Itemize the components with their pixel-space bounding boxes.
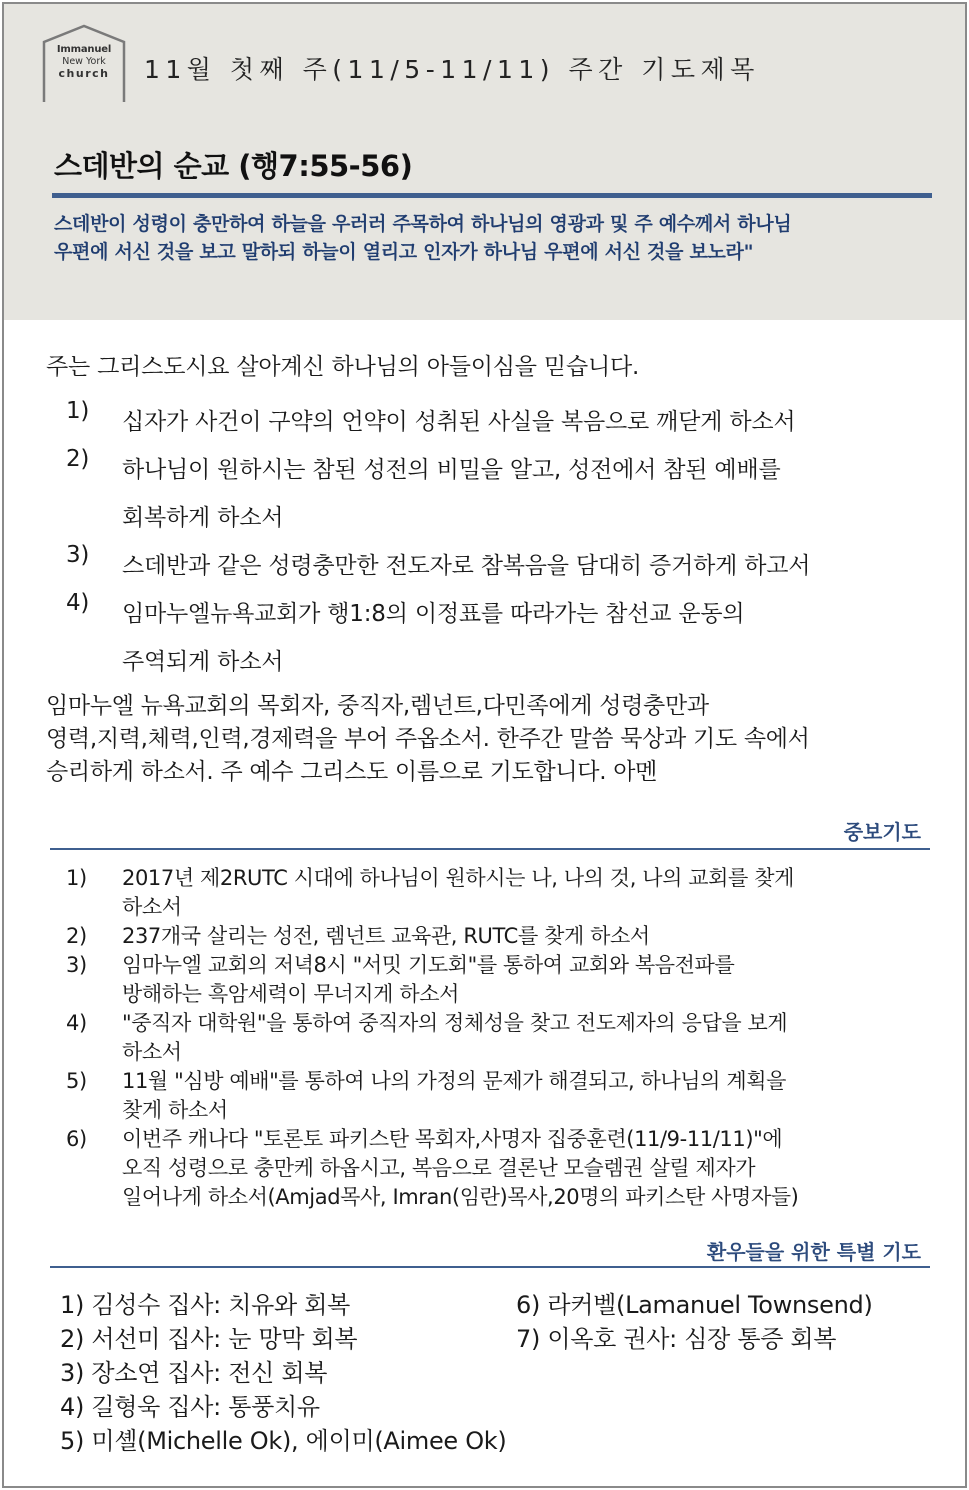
list-item: [66, 1067, 946, 1125]
verse-line: 스데반이 성령이 충만하여 하늘을 우러러 주목하여 하나님의 영광과 및 주 예수께서 하나님: [54, 213, 792, 235]
item-number: 3): [66, 953, 87, 977]
verse-line: 우편에 서신 것을 보고 말하되 하늘이 열리고 인자가 하나님 우편에 서신 것을 보노라": [54, 241, 754, 263]
logo-line-3: church: [58, 67, 110, 80]
church-logo: [42, 24, 126, 102]
week-title: 11월 첫째 주(11/5-11/11) 주간 기도제목: [144, 55, 760, 84]
item-text: 하나님이 원하시는 참된 성전의 비밀을 알고, 성전에서 참된 예배를: [122, 457, 781, 483]
item-number: 2): [66, 446, 90, 472]
logo-line-1: Immanuel: [56, 44, 112, 55]
item-text: 찾게 하소서: [122, 1098, 228, 1122]
closing-prayer: [46, 690, 946, 789]
item-text: 11월 "심방 예배"를 통하여 나의 가정의 문제가 해결되고, 하나님의 계획을: [122, 1069, 786, 1093]
closing-line: 승리하게 하소서. 주 예수 그리스도 이름으로 기도합니다. 아멘: [46, 759, 658, 785]
item-text: 임마누엘뉴욕교회가 행1:8의 이정표를 따라가는 참선교 운동의: [122, 601, 745, 627]
list-item: [66, 951, 946, 1009]
logo-line-2: New York: [62, 56, 106, 67]
list-item: [66, 864, 946, 922]
header: [4, 4, 965, 320]
list-item: 1) 김성수 집사: 치유와 회복: [60, 1291, 350, 1319]
scripture-verse: [54, 210, 924, 266]
patients-heading: 환우들을 위한 특별 기도: [706, 1240, 921, 1264]
sermon-title: 스데반의 순교 (행7:55-56): [54, 149, 413, 183]
item-text: 2017년 제2RUTC 시대에 하나님이 원하시는 나, 나의 것, 나의 교회를 찾게: [122, 866, 794, 890]
prayer-list: [66, 398, 946, 686]
list-item: 5) 미셸(Michelle Ok), 에이미(Aimee Ok): [60, 1427, 507, 1455]
item-number: 1): [66, 866, 87, 890]
item-text: 하소서: [122, 1040, 182, 1064]
list-item: 4) 길형욱 집사: 통풍치유: [60, 1393, 320, 1421]
closing-line: 임마누엘 뉴욕교회의 목회자, 중직자,렘넌트,다민족에게 성령충만과: [46, 693, 709, 719]
item-text: 주역되게 하소서: [122, 649, 284, 675]
list-item: 6) 라커벨(Lamanuel Townsend): [516, 1291, 873, 1319]
item-text: 십자가 사건이 구약의 언약이 성취된 사실을 복음으로 깨닫게 하소서: [122, 409, 796, 435]
list-item: [66, 398, 946, 446]
item-text: 스데반과 같은 성령충만한 전도자로 참복음을 담대히 증거하게 하고서: [122, 553, 811, 579]
list-item: 2) 서선미 집사: 눈 망막 회복: [60, 1325, 358, 1353]
item-text: 회복하게 하소서: [122, 505, 284, 531]
list-item: [66, 1009, 946, 1067]
item-number: 2): [66, 924, 87, 948]
intercession-divider: [50, 848, 930, 850]
intercession-heading: 중보기도: [843, 820, 921, 844]
item-text: "중직자 대학원"을 통하여 중직자의 정체성을 찾고 전도제자의 응답을 보게: [122, 1011, 788, 1035]
patients-divider: [50, 1266, 930, 1268]
list-item: [66, 1125, 946, 1212]
item-number: 3): [66, 542, 90, 568]
list-item: [66, 446, 946, 542]
title-divider: [52, 193, 932, 198]
item-text: 임마누엘 교회의 저녁8시 "서밋 기도회"를 통하여 교회와 복음전파를: [122, 953, 735, 977]
closing-line: 영력,지력,체력,인력,경제력을 부어 주옵소서. 한주간 말씀 묵상과 기도 속에서: [46, 726, 810, 752]
list-item: [66, 542, 946, 590]
list-item: [66, 590, 946, 686]
prayer-bulletin: [2, 2, 967, 1488]
list-item: [66, 922, 946, 951]
item-text: 오직 성령으로 충만케 하옵시고, 복음으로 결론난 모슬렘권 살릴 제자가: [122, 1156, 756, 1180]
item-text: 이번주 캐나다 "토론토 파키스탄 목회자,사명자 집중훈련(11/9-11/11)"에: [122, 1127, 783, 1151]
item-number: 4): [66, 1011, 87, 1035]
item-text: 237개국 살리는 성전, 렘넌트 교육관, RUTC를 찾게 하소서: [122, 924, 650, 948]
list-item: 7) 이옥호 권사: 심장 통증 회복: [516, 1325, 837, 1353]
confession-line: 주는 그리스도시요 살아계신 하나님의 아들이심을 믿습니다.: [46, 354, 640, 380]
list-item: 3) 장소연 집사: 전신 회복: [60, 1359, 328, 1387]
item-text: 방해하는 흑암세력이 무너지게 하소서: [122, 982, 460, 1006]
item-text: 하소서: [122, 895, 182, 919]
item-number: 5): [66, 1069, 87, 1093]
item-number: 6): [66, 1127, 87, 1151]
item-number: 4): [66, 590, 90, 616]
intercession-list: [66, 864, 946, 1212]
item-number: 1): [66, 398, 90, 424]
item-text: 일어나게 하소서(Amjad목사, Imran(임란)목사,20명의 파키스탄 사명자들): [122, 1185, 799, 1209]
